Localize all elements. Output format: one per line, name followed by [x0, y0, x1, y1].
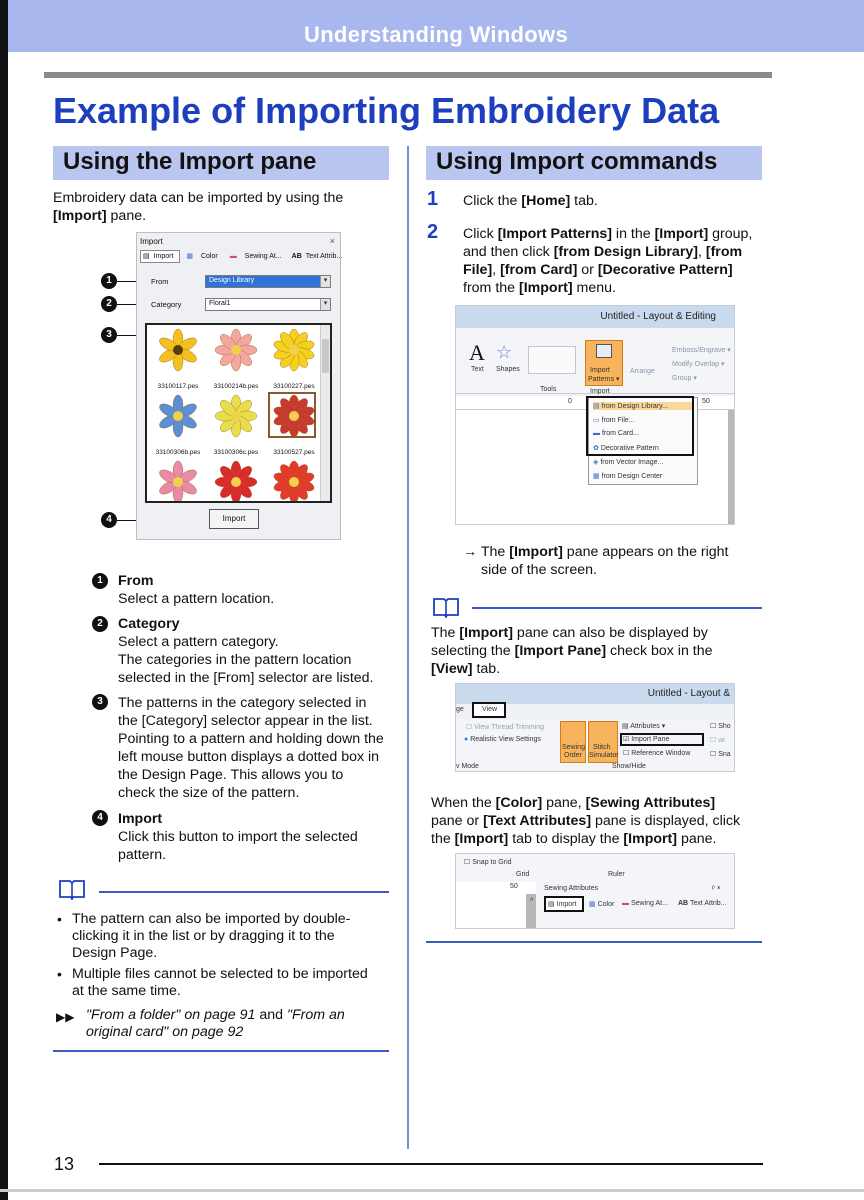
scrollbar[interactable]: [728, 410, 735, 525]
note-bullet-1: The pattern can also be imported by double- clicking it in the list or by dragging it to the Design Page.: [72, 911, 351, 961]
pattern-filename: 33100227.pes: [273, 383, 315, 390]
left-section-heading: Using the Import pane: [53, 146, 389, 180]
pattern-frame: [268, 392, 316, 438]
menu-item-label: from Design Library...: [601, 403, 668, 410]
callout-badge-1: 1: [101, 273, 117, 289]
window-title: Untitled - Layout &: [647, 688, 730, 699]
callout-badge-2: 2: [101, 296, 117, 312]
menu-item-label: from Card...: [601, 430, 639, 437]
menu-item[interactable]: [593, 458, 663, 466]
item-badge-2: 2: [92, 616, 108, 632]
menu-item-label: from File...: [601, 417, 635, 424]
pattern-filename: 33100306c.pes: [213, 449, 259, 456]
pattern-item[interactable]: [150, 394, 206, 456]
note-end-rule-left: [53, 1050, 389, 1052]
bullet-dot: •: [57, 911, 62, 927]
step-2-text: Click [Import Patterns] in the [Import] group, and then click [from Design Library], [from File], [from Card] or [Decorative Pattern] from the [Import] menu.: [463, 226, 753, 296]
import-pane-checkbox[interactable]: ☑ Import Pane: [623, 736, 670, 743]
note-end-rule-right: [426, 941, 762, 943]
tab-color[interactable]: ▦ Color: [589, 901, 615, 908]
shapes-icon: ☆: [496, 342, 513, 362]
chevron-down-icon: ▾: [320, 299, 330, 310]
footer-rule: [99, 1163, 763, 1165]
tab-sewing-attributes[interactable]: ▬ Sewing At...: [622, 900, 668, 907]
pattern-filename: 33100214b.pes: [213, 383, 259, 390]
snap-to-grid-checkbox[interactable]: ☐ Snap to Grid: [464, 859, 512, 866]
pane-tabs-screenshot: ☐ Snap to Grid Grid Ruler 50 Sewing Attributes ᵖ × ^ ▤ Import ▦ Color ▬ Sewing At... AB Text Attrib...: [455, 853, 735, 929]
pane-title: Sewing Attributes: [544, 885, 599, 892]
menu-item-label: from Design Center: [601, 473, 663, 480]
pattern-scrollbar[interactable]: [320, 325, 330, 501]
book-icon: [58, 878, 86, 900]
left-intro: [53, 189, 393, 225]
note-bullet-2: Multiple files cannot be selected to be imported at the same time.: [72, 966, 368, 999]
pattern-item[interactable]: [266, 394, 322, 456]
sewing-order-button[interactable]: Sewing Order: [560, 721, 586, 763]
menu-item-label: Decorative Pattern: [600, 445, 659, 452]
ruler-zero: 0: [568, 398, 572, 405]
flower-icon: [154, 460, 202, 503]
book-icon: [432, 596, 460, 618]
titlebar: [456, 684, 734, 704]
view-tab-screenshot: Untitled - Layout & ge View ☐ View Thread Trimming ● Realistic View Settings v Mode Sewing Order Stitch Simulator ▤ Attributes ▾ ☑ Import Pane ☐ Reference Window Show/Hide ☐ Sho ☐ wi ☐ Sna: [455, 683, 735, 772]
menu-item[interactable]: [593, 472, 662, 480]
tab-sewing-attributes[interactable]: ▬ Sewing At...: [229, 253, 282, 260]
pattern-item[interactable]: [208, 394, 264, 456]
window-title: Untitled - Layout & Editing: [600, 311, 716, 322]
group-button[interactable]: Group ▾: [672, 375, 697, 382]
bottom-edge: [0, 1189, 864, 1192]
reference-window-checkbox[interactable]: ☐ Reference Window: [623, 750, 691, 757]
pattern-item[interactable]: [208, 460, 264, 503]
attributes-button[interactable]: ▤ Attributes ▾: [622, 723, 666, 730]
menu-item-icon: ✿: [593, 445, 599, 452]
header-rule: [44, 72, 772, 78]
chapter-header: [8, 0, 864, 52]
grid-group-label: Grid: [516, 871, 530, 878]
pattern-filename: 33100306b.pes: [155, 449, 201, 456]
close-icon[interactable]: ×: [329, 236, 335, 246]
from-select[interactable]: Design Library ▾: [205, 275, 331, 288]
menu-item-icon: ▦: [593, 473, 600, 480]
pattern-item[interactable]: [208, 328, 264, 390]
import-group-label: Import: [590, 388, 610, 395]
pattern-item[interactable]: [266, 460, 322, 503]
callout-badge-3: 3: [101, 327, 117, 343]
intro-tail: pane.: [106, 208, 147, 224]
pattern-list[interactable]: [145, 323, 332, 503]
step-number-1: 1: [427, 188, 439, 210]
intro-bold: [Import]: [53, 208, 107, 224]
item-badge-3: 3: [92, 694, 108, 710]
flower-icon: [270, 460, 318, 503]
tab-import[interactable]: ▤ Import: [544, 896, 584, 912]
tab-color[interactable]: ▦ Color: [186, 253, 218, 260]
import-patterns-button[interactable]: Import Patterns ▾: [585, 340, 623, 386]
step-result: → The [Import] pane appears on the right side of the screen.: [463, 544, 729, 578]
import-icon: [596, 344, 612, 358]
import-menu-screenshot: [455, 305, 735, 525]
modify-overlap-button[interactable]: Modify Overlap ▾: [672, 361, 725, 368]
item-badge-4: 4: [92, 810, 108, 826]
reference-arrow-icon: ▶▶: [56, 1010, 75, 1024]
flower-icon: [212, 460, 260, 503]
chevron-down-icon: ▾: [320, 276, 330, 287]
step-number-2: 2: [427, 221, 439, 243]
import-pane-screenshot: [136, 232, 341, 540]
text-icon: A: [469, 340, 485, 365]
flower-icon: [154, 328, 202, 372]
realistic-view-settings[interactable]: ● Realistic View Settings: [464, 736, 541, 743]
pane-tabs: [140, 250, 343, 264]
item-3: The patterns in the category selected in the [Category] selector appear in the list. Pointing to a pattern and holding down the left mouse button displays a dotted box in the Design Page. This allows you to check the size of the pattern.: [118, 695, 384, 801]
note-import-pane: The [Import] pane can also be displayed by selecting the [Import Pane] check box in the [View] tab.: [431, 625, 713, 677]
bullet-dot: •: [57, 966, 62, 982]
emboss-engrave-button[interactable]: Emboss/Engrave ▾: [672, 347, 731, 354]
step-1-text: Click the [Home] tab.: [463, 193, 598, 209]
chevron-up-icon[interactable]: ^: [530, 898, 534, 905]
menu-item-label: from Vector Image...: [600, 459, 664, 466]
page-title: Example of Importing Embroidery Data: [53, 90, 720, 131]
menu-item-icon: ▬: [593, 430, 600, 437]
flower-icon: [212, 394, 260, 438]
chapter-title: Understanding Windows: [304, 22, 568, 47]
category-select[interactable]: Floral1 ▾: [205, 298, 331, 311]
pattern-filename: 33100527.pes: [273, 449, 315, 456]
item-4: Import Click this button to import the selected pattern.: [118, 811, 358, 863]
item-2: Category Select a pattern category. The categories in the pattern location selected in the [From] selector are listed.: [118, 616, 374, 686]
tab-import[interactable]: ▤ Import: [140, 250, 180, 263]
right-section-heading: Using Import commands: [426, 146, 762, 180]
tool-icons[interactable]: [528, 346, 576, 374]
text-button[interactable]: Text: [471, 366, 484, 373]
pane-title: Import: [140, 237, 163, 246]
menu-item-icon: ◈: [593, 459, 599, 466]
note-tabs-text: When the [Color] pane, [Sewing Attributes] pane or [Text Attributes] pane is displayed, click the [Import] tab to display the [Import] pane.: [431, 795, 741, 847]
flower-icon: [270, 328, 318, 372]
page-number: 13: [54, 1154, 75, 1174]
note-rule-left: [99, 891, 389, 893]
show-hide-group-label: Show/Hide: [612, 763, 646, 770]
arrange-button[interactable]: Arrange: [630, 368, 655, 375]
column-divider: [407, 146, 409, 1149]
tab-view[interactable]: View: [472, 702, 506, 718]
view-thread-trimming[interactable]: ☐ View Thread Trimming: [466, 724, 545, 731]
highlight-box: [586, 396, 694, 456]
close-icon[interactable]: ᵖ ×: [712, 885, 721, 892]
tab-text-attributes[interactable]: AB Text Attrib...: [678, 900, 727, 907]
ruler: [456, 882, 536, 894]
note-rule-right: [472, 607, 762, 609]
item-badge-1: 1: [92, 573, 108, 589]
item-1: From Select a pattern location.: [118, 573, 275, 607]
import-button[interactable]: Import: [209, 509, 259, 529]
pattern-item[interactable]: [150, 460, 206, 503]
ruler-group-label: Ruler: [608, 871, 625, 878]
pattern-filename: 33100117.pes: [157, 383, 199, 390]
ruler-fifty: 50: [702, 398, 710, 405]
menu-item-icon: ▭: [593, 417, 600, 424]
category-label: Category: [151, 300, 182, 309]
from-label: From: [151, 277, 169, 286]
left-edge-bar: [0, 0, 8, 1200]
flower-icon: [212, 328, 260, 372]
pattern-item[interactable]: [150, 328, 206, 390]
callout-badge-4: 4: [101, 512, 117, 528]
tools-group-label: Tools: [540, 386, 557, 393]
tab-text-attributes[interactable]: AB Text Attrib...: [291, 253, 343, 260]
scroll-thumb[interactable]: [322, 339, 329, 373]
reference-links[interactable]: "From a folder" on page 91 and "From an original card" on page 92: [86, 1007, 345, 1040]
stitch-simulator-button[interactable]: Stitch Simulator: [588, 721, 618, 763]
titlebar: [456, 306, 734, 328]
menu-item-icon: ▤: [593, 403, 600, 410]
pattern-item[interactable]: [266, 328, 322, 390]
flower-icon: [154, 394, 202, 438]
intro-text: Embroidery data can be imported by using the: [53, 190, 344, 206]
shapes-button[interactable]: Shapes: [496, 366, 520, 373]
design-page: [456, 894, 526, 929]
